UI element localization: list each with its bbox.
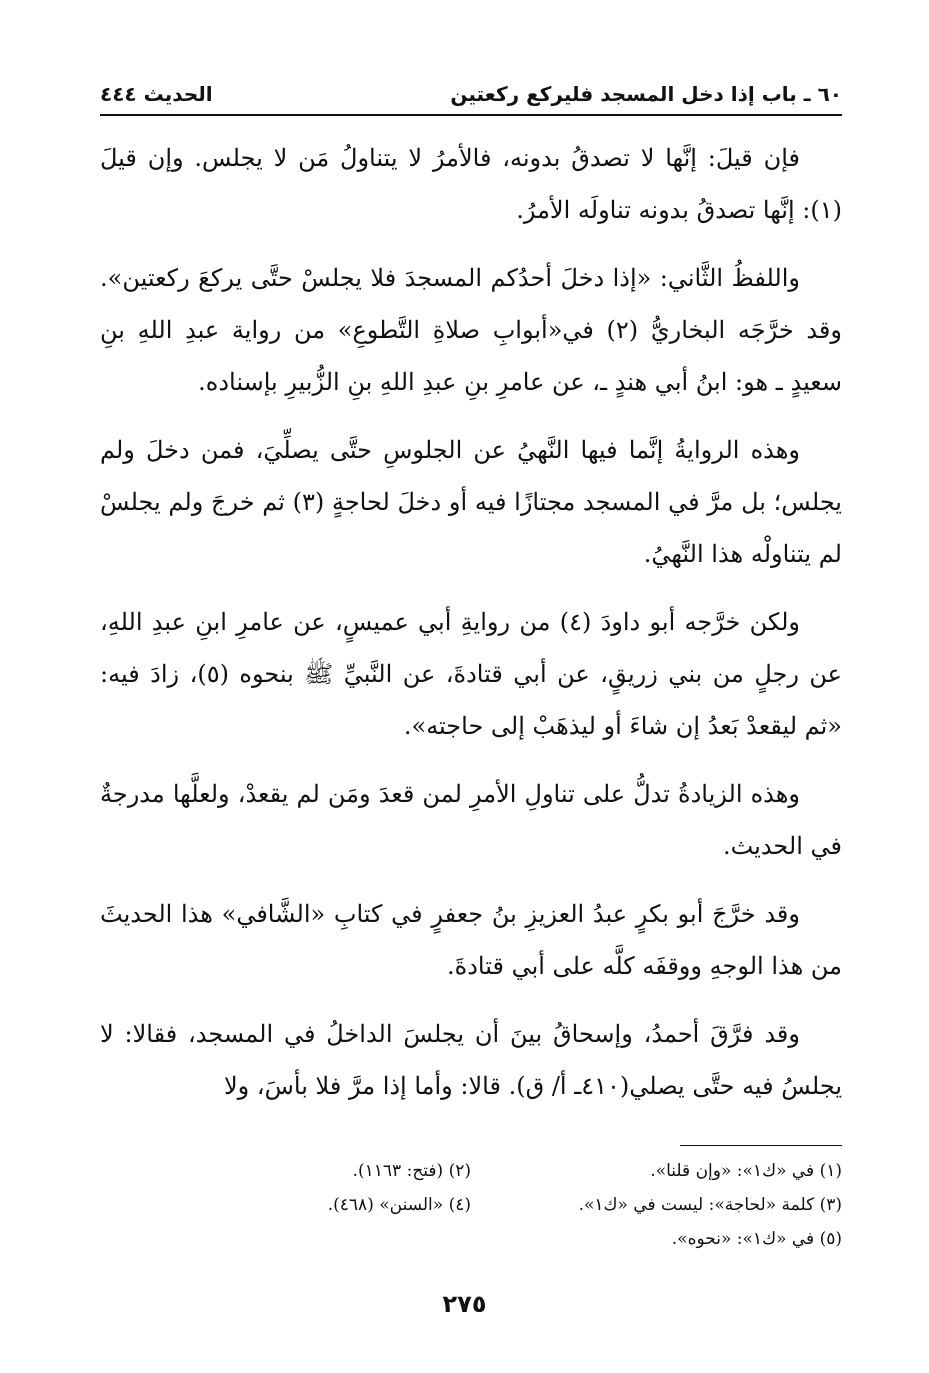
footnote-row [100,1188,842,1222]
footnote-row [100,1222,842,1256]
paragraph: فإن قيلَ: إنَّها لا تصدقُ بدونه، فالأمرُ لا يتناولُ مَن لا يجلس. وإن قيلَ (١): إنَّها تصدقُ بدونه تناولَه الأمرُ. [100,144,842,224]
page-number: ٢٧٥ [442,1290,487,1318]
paragraph: وقد فرَّقَ أحمدُ، وإسحاقُ بينَ أن يجلسَ الداخلُ في المسجد، فقالا: لا يجلسُ فيه حتَّى يصلي(٤١٠ـ أ/ ق). قالا: وأما إذا مرَّ فلا بأسَ، ولا [100,1020,842,1100]
footnote-2: (٢) (فتح: ١١٦٣). [352,1161,471,1181]
footnote-5: (٥) في «ك١»: «نحوه». [671,1229,842,1249]
footnote-3: (٣) كلمة «لحاجة»: ليست في «ك١». [578,1195,842,1215]
main-text [100,132,842,1128]
paragraph: وقد خرَّجَ أبو بكرٍ عبدُ العزيزِ بنُ جعفرٍ في كتابِ «الشَّافي» هذا الحديثَ من هذا الوجهِ ووقفَه كلَّه على أبي قتادةَ. [100,900,842,980]
footnote-row [100,1154,842,1188]
footnote-1: (١) في «ك١»: «وإن قلنا». [650,1161,842,1181]
hadith-number: الحديث ٤٤٤ [100,82,213,106]
paragraph: وهذه الروايةُ إنَّما فيها النَّهيُ عن الجلوسِ حتَّى يصلِّيَ، فمن دخلَ ولم يجلس؛ بل مرَّ في المسجد مجتازًا فيه أو دخلَ لحاجةٍ (٣) ثم خرجَ ولم يجلسْ لم يتناولْه هذا النَّهيُ. [100,436,842,568]
chapter-title: ٦٠ ـ باب إذا دخل المسجد فليركع ركعتين [450,82,842,106]
paragraph: وهذه الزيادةُ تدلُّ على تناولِ الأمرِ لمن قعدَ ومَن لم يقعدْ، ولعلَّها مدرجةٌ في الحديث. [100,780,842,860]
header-divider [100,114,842,116]
paragraph: واللفظُ الثَّاني: «إذا دخلَ أحدُكم المسجدَ فلا يجلسْ حتَّى يركعَ ركعتين». وقد خرَّجَه البخاريُّ (٢) في«أبوابِ صلاةِ التَّطوعِ» من رواية عبدِ اللهِ بنِ سعيدٍ ـ هو: ابنُ أبي هندٍ ـ، عن عامرِ بنِ عبدِ اللهِ بنِ الزُّبيرِ بإسناده. [100,264,842,396]
footnote-4: (٤) «السنن» (٤٦٨). [327,1195,471,1215]
footnotes [100,1154,842,1256]
footnote-divider [680,1145,842,1146]
paragraph: ولكن خرَّجه أبو داودَ (٤) من روايةِ أبي عميسٍ، عن عامرِ ابنِ عبدِ اللهِ، عن رجلٍ من بني زريقٍ، عن أبي قتادةَ، عن النَّبيِّ ﷺ بنحوه (٥)، زادَ فيه: «ثم ليقعدْ بَعدُ إن شاءَ أو ليذهَبْ إلى حاجته». [100,608,842,740]
running-header [100,82,842,116]
